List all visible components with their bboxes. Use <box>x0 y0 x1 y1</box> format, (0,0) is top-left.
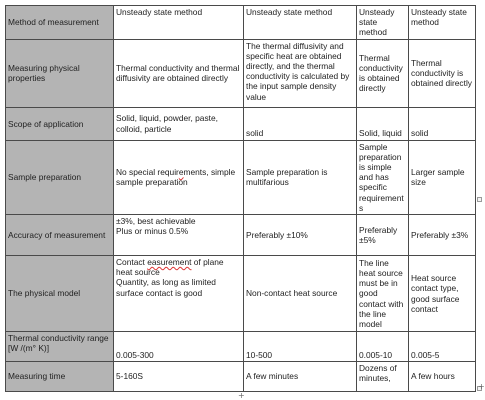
table-cell[interactable]: The line heat source must be in good contact with the line model <box>357 256 409 332</box>
cell-text: No special requir <box>116 167 179 178</box>
table-cell[interactable]: The thermal diffusivity and specific heat are obtained directly, and the thermal conductivity is calculated by the input sample density value <box>244 39 357 107</box>
row-header-sample-prep: Sample preparation <box>6 140 114 214</box>
add-column-icon[interactable]: + <box>238 391 245 400</box>
table-cell[interactable]: Unsteady state method <box>409 6 476 40</box>
table-cell[interactable] <box>114 256 244 332</box>
table-cell[interactable]: solid <box>409 107 476 140</box>
row-header-physical-model: The physical model <box>6 256 114 332</box>
table-row <box>6 256 476 332</box>
table-cell[interactable]: Solid, liquid, powder, paste, colloid, particle <box>114 107 244 140</box>
cell-text: Contact <box>116 257 145 268</box>
cell-text: of plane heat source <box>116 257 224 278</box>
cell-text: ments, simple sample preparation <box>116 167 236 188</box>
table-row <box>6 140 476 214</box>
table-cell[interactable]: 0.005-5 <box>409 332 476 362</box>
table-cell[interactable]: Unsteady state method <box>244 6 357 40</box>
table-cell[interactable]: A few minutes <box>244 362 357 392</box>
table-cell[interactable]: Sample preparation is multifarious <box>244 140 357 214</box>
table-cell[interactable]: Solid, liquid <box>357 107 409 140</box>
table-cell[interactable]: Preferably ±3% <box>409 215 476 256</box>
table-cell[interactable]: Non-contact heat source <box>244 256 357 332</box>
cell-text: Plus or minus 0.5% <box>116 226 189 237</box>
table-cell[interactable]: Preferably ±10% <box>244 215 357 256</box>
table-cell[interactable]: 5-160S <box>114 362 244 392</box>
table-row <box>6 39 476 107</box>
table-cell[interactable]: 10-500 <box>244 332 357 362</box>
table-cell[interactable] <box>114 140 244 214</box>
table-row <box>6 215 476 256</box>
row-header-accuracy: Accuracy of measurement <box>6 215 114 256</box>
table-cell[interactable]: Sample preparation is simple and has specific requirements <box>357 140 409 214</box>
cell-text: Quantity, as long as limited surface contact is good <box>116 277 216 298</box>
row-header-properties: Measuring physical properties <box>6 39 114 107</box>
table-row <box>6 6 476 40</box>
table-cell[interactable]: 0.005-10 <box>357 332 409 362</box>
table-cell[interactable] <box>114 215 244 256</box>
table-cell[interactable]: Unsteady state method <box>357 6 409 40</box>
table-cell[interactable]: 0.005-300 <box>114 332 244 362</box>
table-cell[interactable]: Heat source contact type, good surface contact <box>409 256 476 332</box>
table-row <box>6 332 476 362</box>
table-cell[interactable]: Thermal conductivity and thermal diffusivity are obtained directly <box>114 39 244 107</box>
table-cell[interactable]: A few hours <box>409 362 476 392</box>
table-cell[interactable]: Preferably ±5% <box>357 215 409 256</box>
row-header-range: Thermal conductivity range [W /(m° K)] <box>6 332 114 362</box>
table-row <box>6 107 476 140</box>
table-row <box>6 362 476 392</box>
row-header-time: Measuring time <box>6 362 114 392</box>
spelling-flag: easurement <box>147 257 192 268</box>
spelling-flag: e <box>178 167 184 178</box>
table-cell[interactable]: solid <box>244 107 357 140</box>
row-resize-handle[interactable] <box>477 197 482 202</box>
row-header-scope: Scope of application <box>6 107 114 140</box>
table-cell[interactable]: Thermal conductivity is obtained directly <box>409 39 476 107</box>
comparison-table <box>5 5 476 392</box>
table-cell[interactable]: Dozens of minutes, <box>357 362 409 392</box>
table-cell[interactable]: Larger sample size <box>409 140 476 214</box>
add-row-icon[interactable]: + <box>478 382 485 391</box>
table-cell[interactable]: Thermal conductivity is obtained directly <box>357 39 409 107</box>
row-header-method: Method of measurement <box>6 6 114 40</box>
cell-text: ±3%, best achievable <box>116 216 196 227</box>
table-cell[interactable]: Unsteady state method <box>114 6 244 40</box>
